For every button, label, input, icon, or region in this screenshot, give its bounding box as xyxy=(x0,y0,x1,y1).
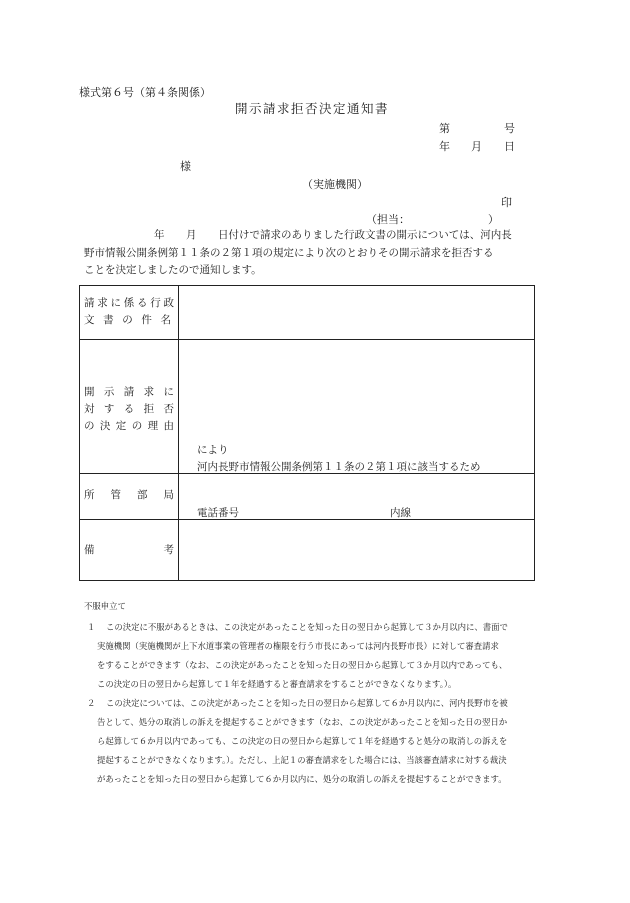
table-column-divider xyxy=(178,286,179,580)
note-2-line-3: ら起算して６か月以内であっても、この決定の日の翌日から起算して１年を経過すると処分の取消しの訴えを xyxy=(97,736,508,746)
note-1-line-2: 実施機関（実施機関が上下水道事業の管理者の権限を行う市長にあっては河内長野市長）に対して審査請求 xyxy=(97,641,499,651)
number-go: 号 xyxy=(504,122,515,135)
date-year: 年 xyxy=(439,140,450,153)
note-1-line-3: をすることができます（なお、この決定があったことを知った日の翌日から起算して３か月以内であっても、 xyxy=(97,660,508,670)
decision-table xyxy=(79,285,535,581)
note-1-line-4: この決定の日の翌日から起算して１年を経過すると審査請求をすることができなくなります。）。 xyxy=(97,679,457,689)
date-month: 月 xyxy=(471,140,482,153)
row-document-name-label-1: 請求に係る行政 xyxy=(84,297,174,309)
contact-close: ） xyxy=(488,213,499,226)
intro-year: 年 xyxy=(154,229,165,241)
document-title: 開示請求拒否決定通知書 xyxy=(235,101,390,116)
number-dai: 第 xyxy=(439,122,450,135)
intro-line-3: ことを決定しましたので通知します。 xyxy=(84,264,262,276)
date-day: 日 xyxy=(504,140,515,153)
note-1-line-1: この決定に不服があるときは、この決定があったことを知った日の翌日から起算して３か月以内に、書面で xyxy=(106,622,508,632)
note-1-number: １ xyxy=(87,622,96,632)
note-2-line-1: この決定については、この決定があったことを知った日の翌日から起算して６か月以内に、河内長野市を被 xyxy=(106,698,508,708)
row-reason-label-1: 開示請求に xyxy=(84,386,174,398)
row-remarks-label: 備考 xyxy=(84,544,174,556)
row-reason-label-3: の決定の理由 xyxy=(84,420,174,432)
contact-open: （担当： xyxy=(366,213,410,226)
intro-month: 月 xyxy=(186,229,197,241)
notes-heading: 不服申立て xyxy=(84,601,126,611)
row-reason-value-2: 河内長野市情報公開条例第１１条の２第１項に該当するため xyxy=(197,461,481,473)
row-department-extension: 内線 xyxy=(390,507,411,519)
seal-mark: 印 xyxy=(501,196,512,209)
intro-line-2: 野市情報公開条例第１１条の２第１項の規定により次のとおりその開示請求を拒否する xyxy=(84,247,494,259)
addressee-suffix: 様 xyxy=(180,160,191,173)
note-2-line-4: 提起することができなくなります。）。ただし、上記１の審査請求をした場合には、当該審査請求に対する裁決 xyxy=(97,755,507,765)
table-row-divider xyxy=(80,339,534,340)
note-2-line-5: があったことを知った日の翌日から起算して６か月以内に、処分の取消しの訴えを提起することができます。 xyxy=(97,774,507,784)
row-department-label: 所管部局 xyxy=(84,489,174,501)
row-department-phone: 電話番号 xyxy=(197,507,239,519)
row-reason-label-2: 対する拒否 xyxy=(84,403,174,415)
intro-line-1: 日付けで請求のありました行政文書の開示については、河内長 xyxy=(218,229,512,241)
row-reason-value-1: により xyxy=(197,444,229,456)
form-number: 様式第６号（第４条関係） xyxy=(79,86,211,99)
note-2-number: ２ xyxy=(87,698,96,708)
row-document-name-label-2: 文書の件名 xyxy=(84,314,171,326)
table-row-divider xyxy=(80,519,534,520)
agency-label: （実施機関） xyxy=(302,178,368,191)
note-2-line-2: 告として、処分の取消しの訴えを提起することができます（なお、この決定があったことを知った日の翌日か xyxy=(97,717,508,727)
